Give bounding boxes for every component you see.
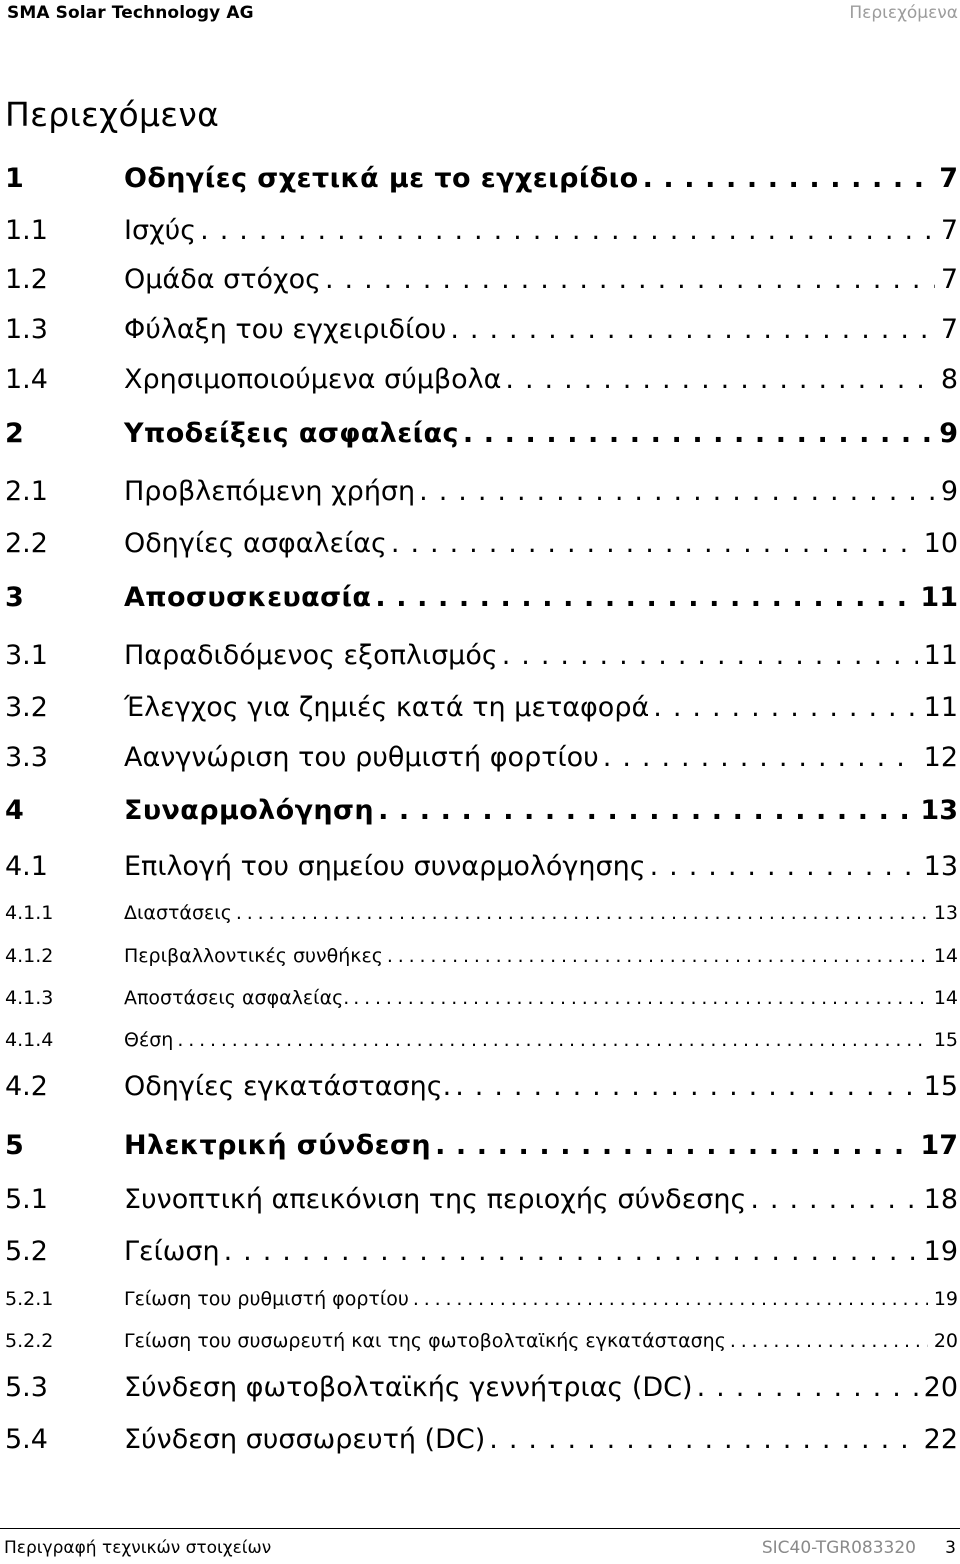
toc-entry-level-2[interactable] bbox=[0, 1071, 960, 1111]
toc-entry-page-number: 19 bbox=[923, 1236, 958, 1267]
toc-entry-page-number: 11 bbox=[923, 640, 958, 671]
toc-entry-page-number: 17 bbox=[920, 1130, 958, 1161]
toc-entry-number: 3 bbox=[5, 582, 24, 613]
toc-dot-leader bbox=[413, 1288, 928, 1310]
toc-entry-page-number: 14 bbox=[933, 945, 958, 967]
toc-entry-level-3[interactable] bbox=[0, 902, 960, 930]
toc-entry-number: 1.2 bbox=[5, 264, 48, 295]
toc-entry-level-2[interactable] bbox=[0, 742, 960, 782]
toc-entry-page-number: 20 bbox=[923, 1372, 958, 1403]
toc-entry-level-1[interactable] bbox=[0, 1130, 960, 1170]
company-name: SMA Solar Technology AG bbox=[7, 3, 254, 23]
toc-entry-level-2[interactable] bbox=[0, 851, 960, 891]
toc-dot-leader bbox=[177, 1029, 928, 1051]
toc-entry-title: Σύνδεση συσσωρευτή (DC) bbox=[124, 1424, 486, 1455]
toc-entry-number: 5.3 bbox=[5, 1372, 48, 1403]
toc-entry-page-number: 13 bbox=[920, 795, 958, 826]
toc-entry-page-number: 9 bbox=[939, 418, 958, 449]
toc-entry-number: 5.2 bbox=[5, 1236, 48, 1267]
toc-entry-number: 3.2 bbox=[5, 692, 48, 723]
toc-entry-level-2[interactable] bbox=[0, 476, 960, 516]
toc-entry-title: Παραδιδόμενος εξοπλισμός bbox=[124, 640, 498, 671]
toc-entry-page-number: 10 bbox=[923, 528, 958, 559]
toc-entry-level-1[interactable] bbox=[0, 418, 960, 458]
toc-entry-title: Γείωση bbox=[124, 1236, 220, 1267]
toc-entry-page-number: 9 bbox=[940, 476, 958, 507]
toc-entry-page-number: 7 bbox=[939, 163, 958, 194]
toc-entry-level-2[interactable] bbox=[0, 640, 960, 680]
toc-entry-level-3[interactable] bbox=[0, 1330, 960, 1358]
toc-entry-page-number: 15 bbox=[923, 1071, 958, 1102]
toc-dot-leader bbox=[697, 1372, 918, 1403]
toc-entry-title: Επιλογή του σημείου συναρμολόγησης bbox=[124, 851, 646, 882]
toc-dot-leader bbox=[224, 1236, 918, 1267]
toc-dot-leader bbox=[450, 314, 934, 345]
toc-entry-page-number: 11 bbox=[923, 692, 958, 723]
toc-entry-level-2[interactable] bbox=[0, 364, 960, 404]
toc-entry-number: 1.1 bbox=[5, 215, 48, 246]
toc-entry-number: 5.2.2 bbox=[5, 1330, 54, 1352]
toc-entry-level-2[interactable] bbox=[0, 1236, 960, 1276]
toc-entry-title: Συνοπτική απεικόνιση της περιοχής σύνδεσης bbox=[124, 1184, 747, 1215]
toc-entry-title: Αποστάσεις ασφαλείας. bbox=[124, 987, 350, 1009]
toc-entry-number: 2.2 bbox=[5, 528, 48, 559]
toc-entry-number: 1 bbox=[5, 163, 24, 194]
toc-entry-page-number: 12 bbox=[923, 742, 958, 773]
toc-entry-level-2[interactable] bbox=[0, 1372, 960, 1412]
toc-entry-title: Σύνδεση φωτοβολταϊκής γεννήτριας (DC) bbox=[124, 1372, 693, 1403]
toc-entry-page-number: 19 bbox=[933, 1288, 958, 1310]
toc-entry-number: 4.1.2 bbox=[5, 945, 54, 967]
toc-dot-leader bbox=[419, 476, 935, 507]
toc-dot-leader bbox=[505, 364, 934, 395]
toc-entry-level-2[interactable] bbox=[0, 692, 960, 732]
toc-entry-level-1[interactable] bbox=[0, 163, 960, 203]
toc-entry-page-number: 7 bbox=[940, 314, 958, 345]
toc-dot-leader bbox=[455, 1071, 917, 1102]
footer-page-number: 3 bbox=[945, 1538, 956, 1558]
toc-dot-leader bbox=[387, 945, 928, 967]
toc-dot-leader bbox=[435, 1130, 914, 1161]
toc-dot-leader bbox=[200, 215, 935, 246]
toc-entry-number: 2.1 bbox=[5, 476, 48, 507]
toc-dot-leader bbox=[643, 163, 934, 194]
footer-document-code: SIC40-TGR083320 bbox=[761, 1538, 916, 1558]
toc-dot-leader bbox=[236, 902, 928, 924]
toc-dot-leader bbox=[603, 742, 918, 773]
toc-entry-level-3[interactable] bbox=[0, 1029, 960, 1057]
toc-entry-level-2[interactable] bbox=[0, 264, 960, 304]
footer-document-title: Περιγραφή τεχνικών στοιχείων bbox=[4, 1538, 272, 1558]
toc-entry-level-1[interactable] bbox=[0, 795, 960, 835]
toc-dot-leader bbox=[730, 1330, 928, 1352]
toc-entry-level-3[interactable] bbox=[0, 945, 960, 973]
toc-entry-number: 5.4 bbox=[5, 1424, 48, 1455]
toc-entry-page-number: 11 bbox=[920, 582, 958, 613]
toc-entry-page-number: 7 bbox=[940, 264, 958, 295]
toc-entry-number: 3.1 bbox=[5, 640, 48, 671]
toc-entry-title: Θέση bbox=[124, 1029, 174, 1051]
toc-entry-page-number: 14 bbox=[933, 987, 958, 1009]
toc-entry-title: Ισχύς bbox=[124, 215, 197, 246]
toc-entry-number: 4 bbox=[5, 795, 24, 826]
toc-entry-title: Γείωση του ρυθμιστή φορτίου bbox=[124, 1288, 409, 1310]
toc-entry-title: Φύλαξη του εγχειριδίου bbox=[124, 314, 447, 345]
toc-entry-title: Περιβαλλοντικές συνθήκες bbox=[124, 945, 383, 967]
toc-entry-title: Γείωση του συσωρευτή και της φωτοβολταϊκής εγκατάστασης bbox=[124, 1330, 726, 1352]
toc-entry-page-number: 13 bbox=[923, 851, 958, 882]
toc-entry-title: Οδηγίες σχετικά με το εγχειρίδιο bbox=[124, 163, 639, 194]
toc-entry-number: 5.2.1 bbox=[5, 1288, 54, 1310]
page-title: Περιεχόμενα bbox=[5, 95, 220, 134]
header-section-title: Περιεχόμενα bbox=[849, 3, 958, 23]
toc-entry-number: 5.1 bbox=[5, 1184, 48, 1215]
toc-entry-title: Διαστάσεις bbox=[124, 902, 232, 924]
toc-entry-title: Οδηγίες ασφαλείας bbox=[124, 528, 387, 559]
toc-entry-number: 3.3 bbox=[5, 742, 48, 773]
toc-entry-number: 5 bbox=[5, 1130, 24, 1161]
toc-entry-page-number: 20 bbox=[933, 1330, 958, 1352]
toc-entry-number: 2 bbox=[5, 418, 24, 449]
toc-dot-leader bbox=[750, 1184, 917, 1215]
toc-entry-title: Αποσυσκευασία bbox=[124, 582, 372, 613]
toc-entry-level-2[interactable] bbox=[0, 1184, 960, 1224]
toc-entry-title: Χρησιμοποιούμενα σύμβολα bbox=[124, 364, 502, 395]
toc-entry-level-1[interactable] bbox=[0, 582, 960, 622]
toc-entry-level-2[interactable] bbox=[0, 1424, 960, 1464]
toc-dot-leader bbox=[653, 692, 917, 723]
toc-entry-level-2[interactable] bbox=[0, 215, 960, 255]
toc-entry-page-number: 7 bbox=[940, 215, 958, 246]
toc-entry-page-number: 18 bbox=[923, 1184, 958, 1215]
toc-entry-number: 4.1.4 bbox=[5, 1029, 54, 1051]
toc-dot-leader bbox=[489, 1424, 917, 1455]
toc-dot-leader bbox=[650, 851, 918, 882]
toc-entry-number: 4.1 bbox=[5, 851, 48, 882]
toc-dot-leader bbox=[353, 987, 928, 1009]
toc-entry-title: Προβλεπόμενη χρήση bbox=[124, 476, 416, 507]
page-header bbox=[0, 0, 960, 33]
toc-entry-title: Αανγνώριση του ρυθμιστή φορτίου bbox=[124, 742, 599, 773]
toc-entry-title: Οδηγίες εγκατάστασης. bbox=[124, 1071, 452, 1102]
toc-dot-leader bbox=[325, 264, 935, 295]
toc-dot-leader bbox=[391, 528, 918, 559]
toc-entry-title: Ομάδα στόχος bbox=[124, 264, 321, 295]
toc-dot-leader bbox=[375, 582, 914, 613]
toc-entry-number: 1.3 bbox=[5, 314, 48, 345]
toc-entry-page-number: 15 bbox=[933, 1029, 958, 1051]
toc-entry-number: 4.1.1 bbox=[5, 902, 54, 924]
toc-entry-page-number: 13 bbox=[933, 902, 958, 924]
toc-entry-level-3[interactable] bbox=[0, 987, 960, 1015]
toc-entry-number: 4.1.3 bbox=[5, 987, 54, 1009]
toc-entry-page-number: 8 bbox=[940, 364, 958, 395]
toc-dot-leader bbox=[463, 418, 933, 449]
footer-divider bbox=[0, 1528, 960, 1529]
toc-entry-level-2[interactable] bbox=[0, 528, 960, 568]
toc-entry-number: 4.2 bbox=[5, 1071, 48, 1102]
toc-dot-leader bbox=[378, 795, 914, 826]
toc-entry-title: Ηλεκτρική σύνδεση bbox=[124, 1130, 432, 1161]
toc-entry-level-2[interactable] bbox=[0, 314, 960, 354]
toc-entry-title: Συναρμολόγηση bbox=[124, 795, 375, 826]
toc-entry-title: Έλεγχος για ζημιές κατά τη μεταφορά bbox=[124, 692, 650, 723]
toc-dot-leader bbox=[502, 640, 918, 671]
toc-entry-number: 1.4 bbox=[5, 364, 48, 395]
toc-entry-page-number: 22 bbox=[923, 1424, 958, 1455]
toc-entry-level-3[interactable] bbox=[0, 1288, 960, 1316]
toc-entry-title: Υποδείξεις ασφαλείας bbox=[124, 418, 459, 449]
